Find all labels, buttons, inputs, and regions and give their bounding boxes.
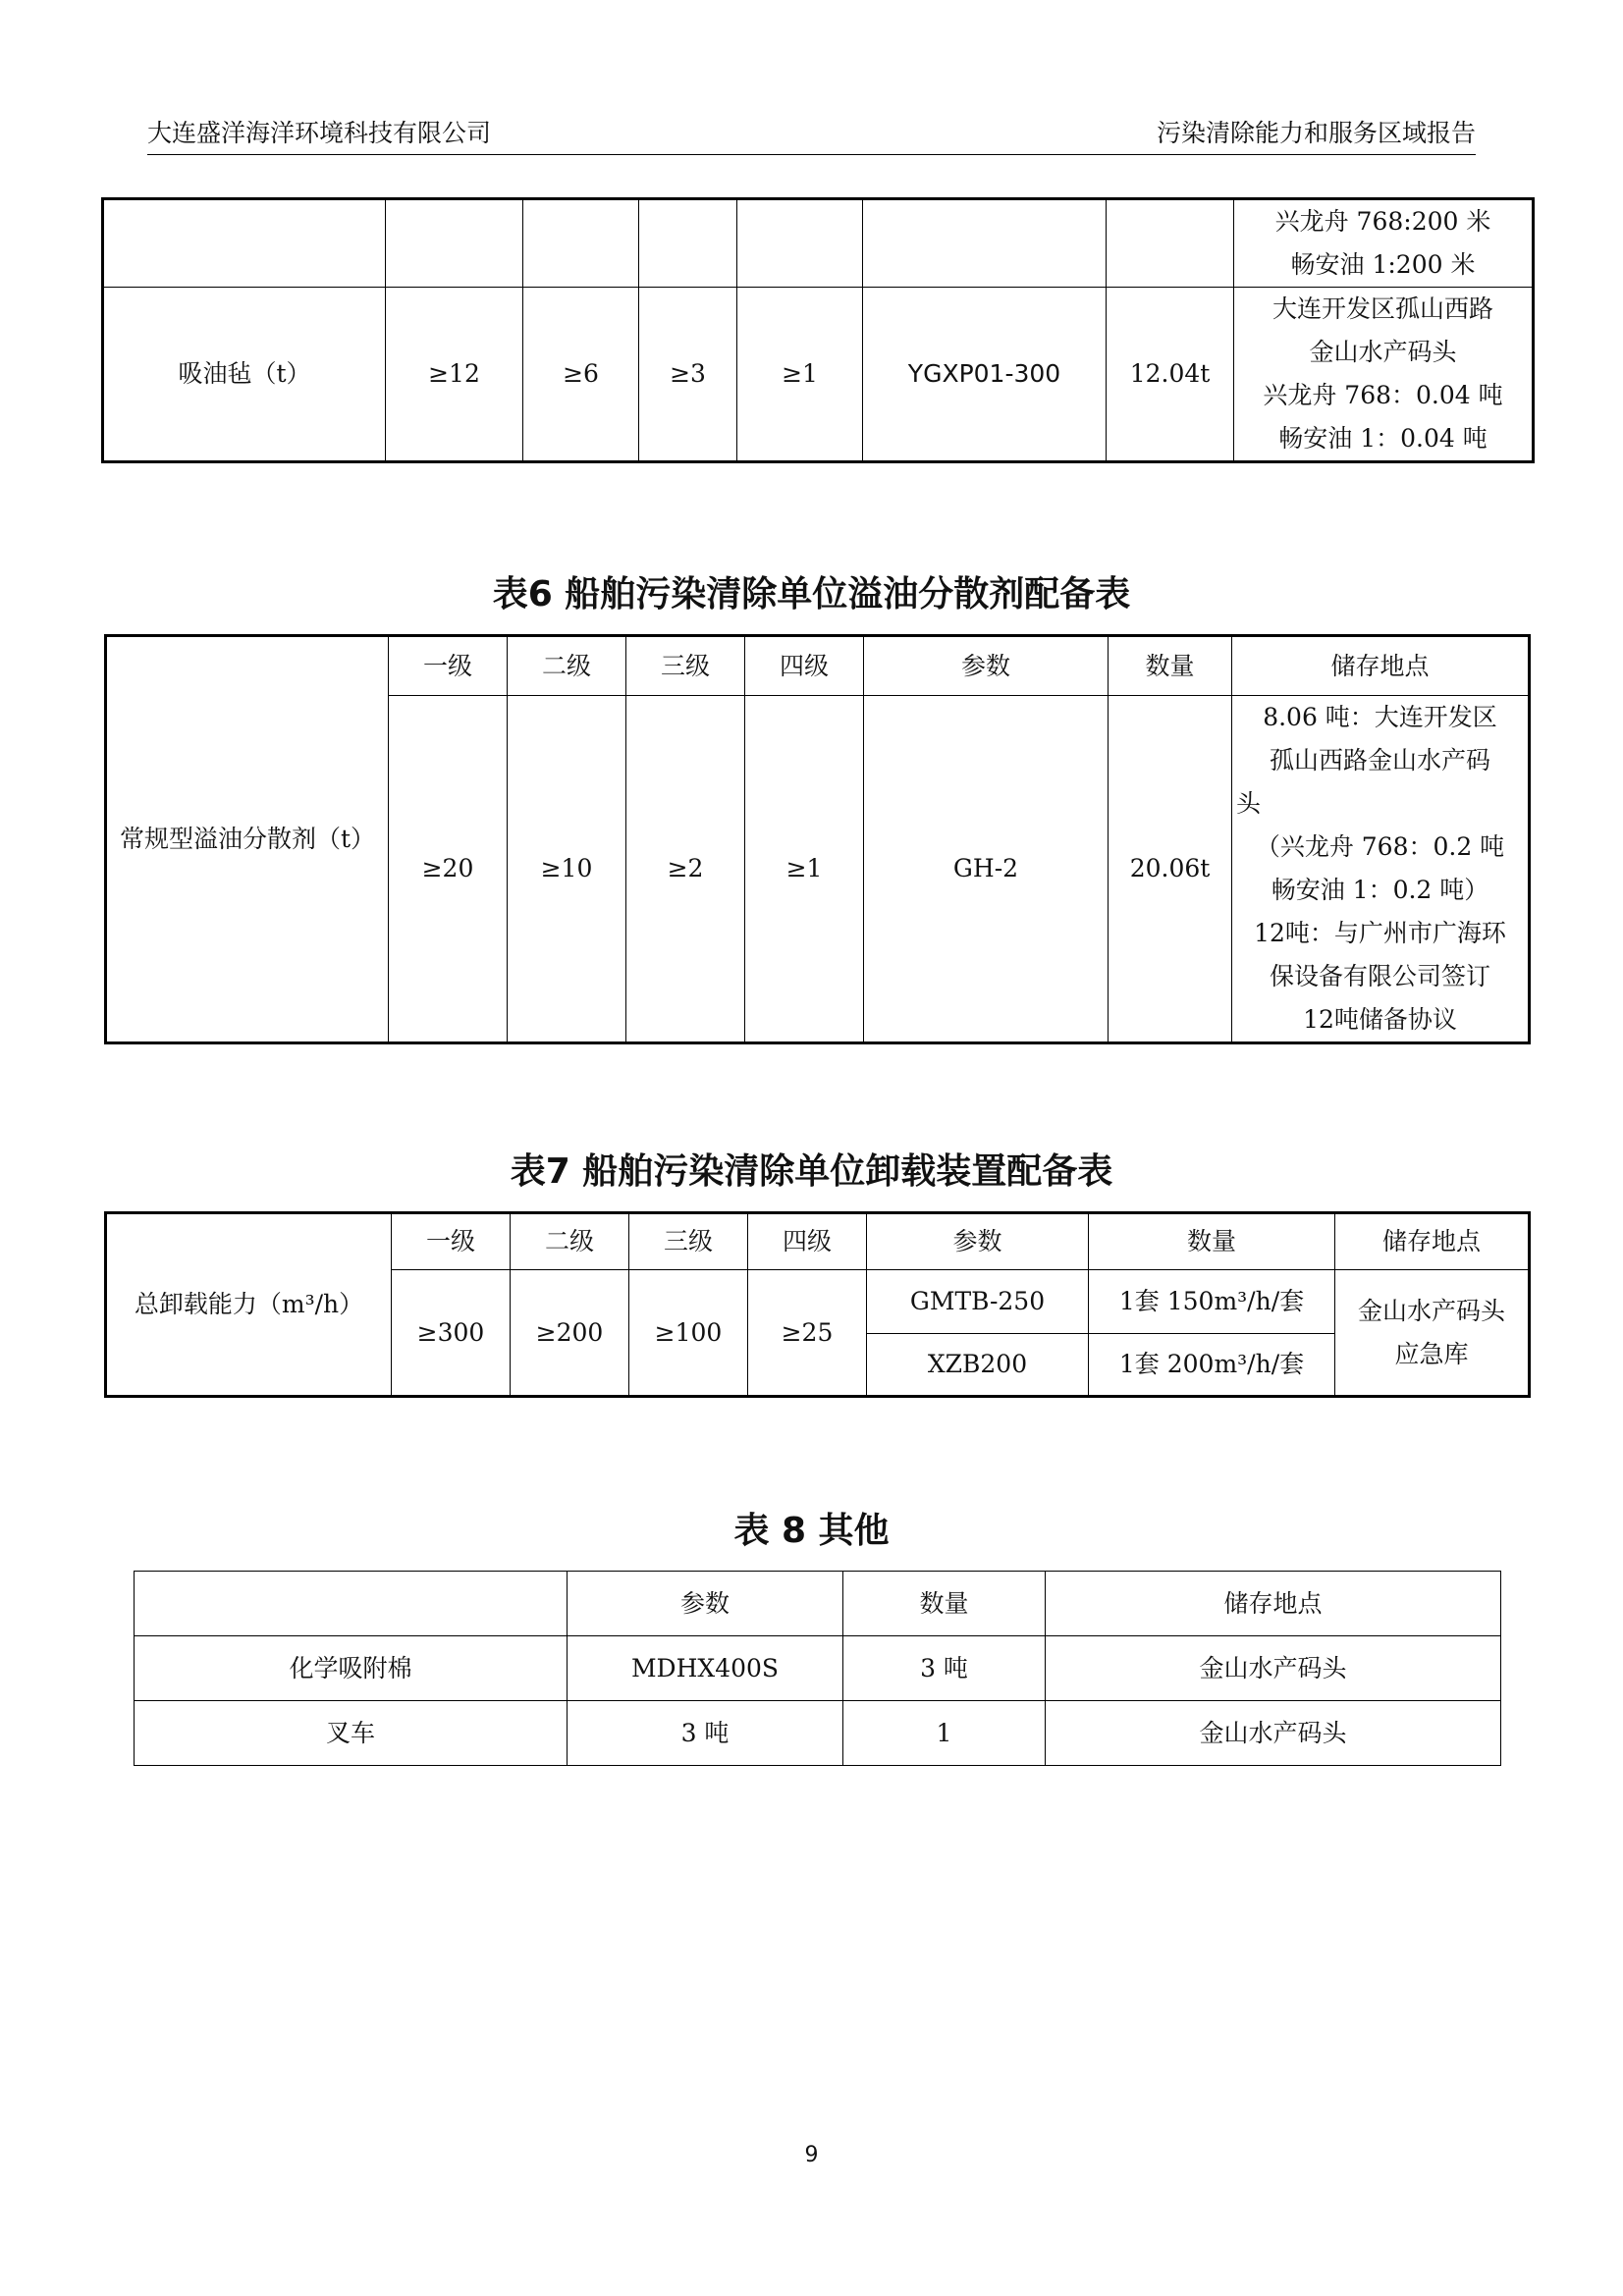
column-header [135,1572,568,1636]
table-header-row [106,1213,1530,1270]
table-row [103,288,1534,462]
level-3-value: ≥100 [629,1270,748,1397]
column-header: 一级 [392,1213,511,1270]
header-company: 大连盛洋海洋环境科技有限公司 [147,119,492,147]
column-header: 四级 [745,636,864,696]
quantity-value: 1 [843,1701,1046,1766]
column-header: 三级 [629,1213,748,1270]
item-name: 叉车 [135,1701,568,1766]
table-header-row [135,1572,1501,1636]
column-header: 参数 [867,1213,1089,1270]
table7 [104,1211,1531,1398]
table-row [135,1701,1501,1766]
table6 [104,634,1531,1044]
level-2-value: ≥10 [508,696,626,1043]
column-header: 二级 [508,636,626,696]
table7-caption: 表7 船舶污染清除单位卸载装置配备表 [510,1151,1113,1192]
column-header: 参数 [864,636,1109,696]
level-4-value: ≥1 [745,696,864,1043]
column-header: 数量 [843,1572,1046,1636]
param-value: GH-2 [864,696,1109,1043]
quantity-value: 1套 150m³/h/套 [1089,1270,1335,1334]
column-header: 储存地点 [1335,1213,1530,1270]
level-1-value: ≥20 [389,696,508,1043]
column-header: 储存地点 [1046,1572,1501,1636]
param-value: YGXP01-300 [863,288,1107,462]
item-name: 常规型溢油分散剂（t） [106,636,389,1043]
table6-caption: 表6 船舶污染清除单位溢油分散剂配备表 [492,574,1131,614]
level-4-value: ≥25 [748,1270,867,1397]
column-header: 参数 [568,1572,843,1636]
column-header: 三级 [626,636,745,696]
table-row [103,199,1534,288]
table5-continuation [101,197,1535,463]
quantity-value: 1套 200m³/h/套 [1089,1334,1335,1397]
level-4-value: ≥1 [737,288,863,462]
item-name: 化学吸附棉 [135,1636,568,1701]
column-header: 四级 [748,1213,867,1270]
storage-location-cell: 8.06 吨：大连开发区 孤山西路金山水产码 头 （兴龙舟 768：0.2 吨 畅安油 1：0.2 吨） 12吨：与广州市广海环 保设备有限公司签订 12吨储备协议 [1232,696,1530,1043]
level-1-value: ≥12 [386,288,523,462]
level-2-value: ≥6 [523,288,639,462]
level-1-value: ≥300 [392,1270,511,1397]
level-3-value: ≥2 [626,696,745,1043]
storage-location-cell: 金山水产码头 应急库 [1335,1270,1530,1397]
item-name: 总卸载能力（m³/h） [106,1213,392,1397]
param-value: GMTB-250 [867,1270,1089,1334]
table-header-row [106,636,1530,696]
column-header: 数量 [1089,1213,1335,1270]
table8-caption: 表 8 其他 [733,1511,890,1551]
param-value: 3 吨 [568,1701,843,1766]
header-rule [147,154,1476,155]
column-header: 数量 [1109,636,1232,696]
quantity-value: 20.06t [1109,696,1232,1043]
quantity-value: 3 吨 [843,1636,1046,1701]
storage-location-cell: 兴龙舟 768:200 米 畅安油 1:200 米 [1234,199,1534,288]
column-header: 二级 [511,1213,629,1270]
column-header: 一级 [389,636,508,696]
header-report-title: 污染清除能力和服务区域报告 [1156,119,1476,147]
param-value: XZB200 [867,1334,1089,1397]
level-2-value: ≥200 [511,1270,629,1397]
storage-location-cell: 大连开发区孤山西路 金山水产码头 兴龙舟 768：0.04 吨 畅安油 1：0.04 吨 [1234,288,1534,462]
page-number: 9 [804,2143,819,2167]
level-3-value: ≥3 [639,288,737,462]
column-header: 储存地点 [1232,636,1530,696]
table8 [134,1571,1501,1766]
table-row [135,1636,1501,1701]
storage-location-cell: 金山水产码头 [1046,1701,1501,1766]
storage-location-cell: 金山水产码头 [1046,1636,1501,1701]
item-name: 吸油毡（t） [103,288,386,462]
quantity-value: 12.04t [1107,288,1234,462]
param-value: MDHX400S [568,1636,843,1701]
